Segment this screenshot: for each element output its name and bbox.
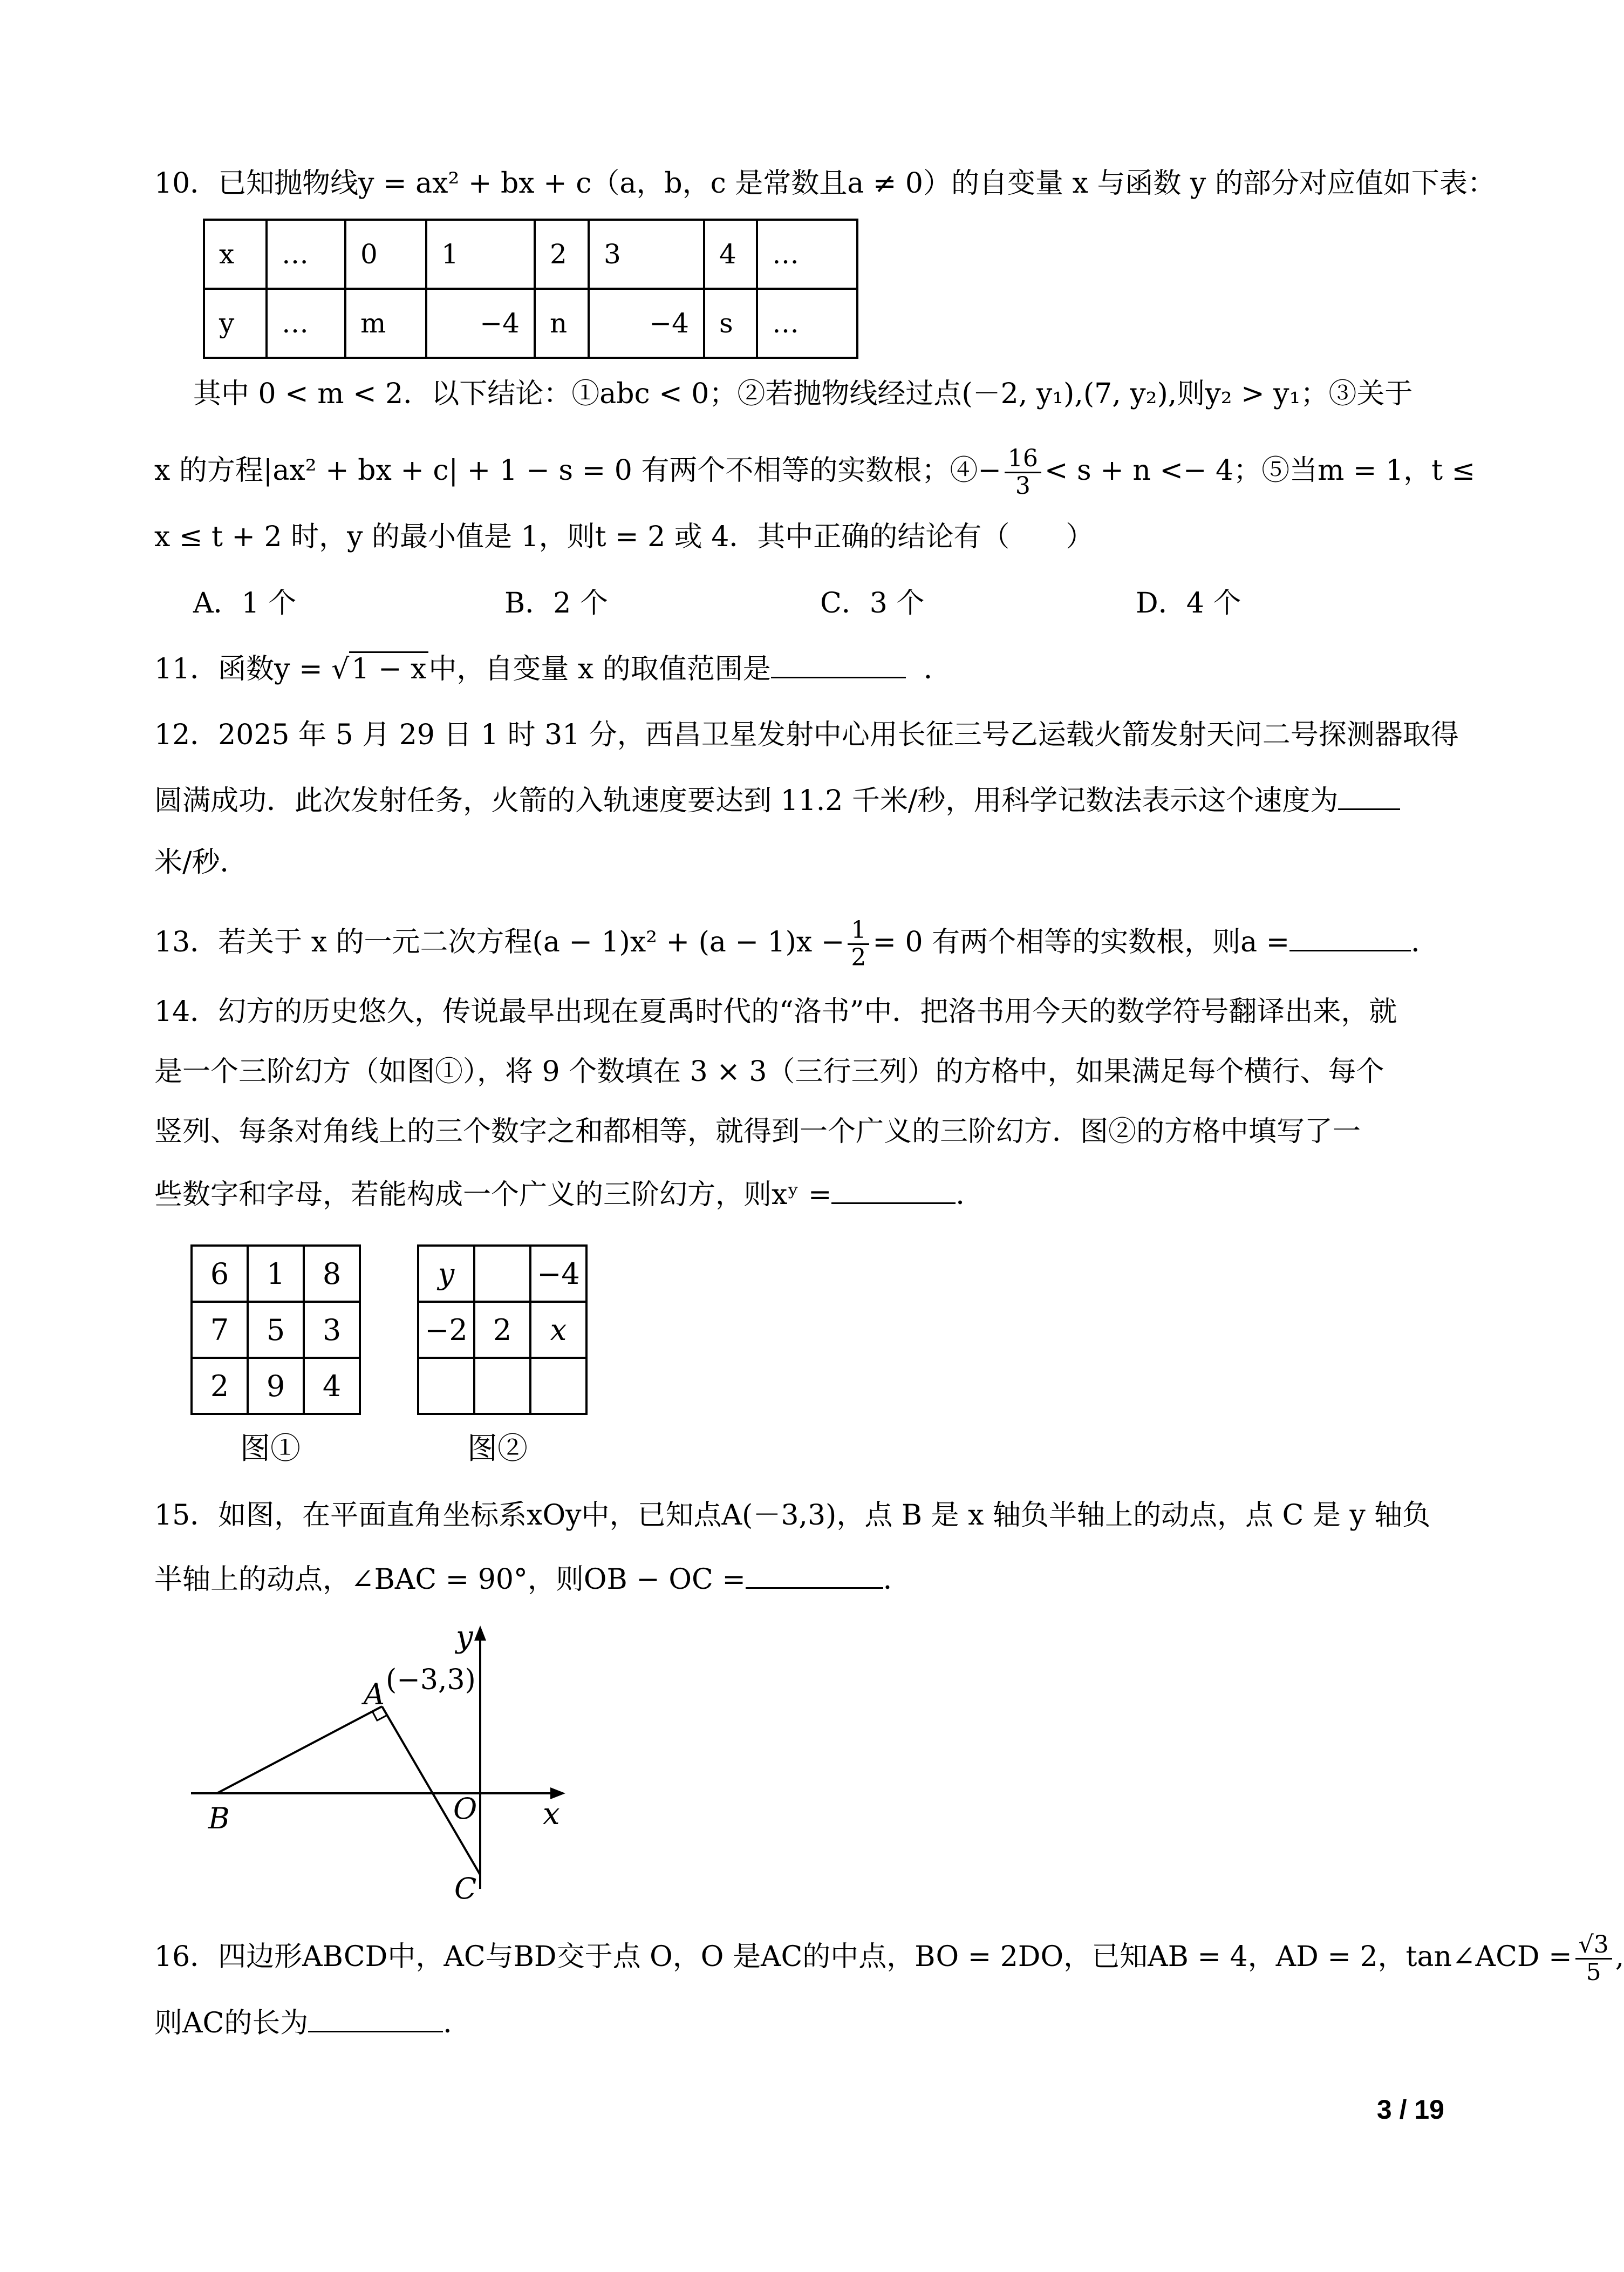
q14-stem-line4: 些数字和字母，若能构成一个广义的三阶幻方，则xʸ = ． [154, 1179, 984, 1211]
q16-stem-line1: 16．四边形ABCD中，AC与BD交于点 O，O 是AC的中点，BO = 2DO，已知AB = 4，AD = 2，tan∠ACD = $\frac{√3}{5}$ , [154, 1931, 1624, 1986]
y-axis-arrow [474, 1625, 486, 1641]
table-cell [474, 1246, 530, 1302]
table-cell: 5 [248, 1302, 304, 1358]
table-cell: x [530, 1302, 586, 1358]
table-cell: 2 [474, 1302, 530, 1358]
table-cell: y [418, 1246, 474, 1302]
q13-stem: 13．若关于 x 的一元二次方程(a − 1)x² + (a − 1)x − $\frac{1}{2}$ = 0 有两个相等的实数根，则a = ． [154, 916, 1439, 971]
fig2-caption: 图② [467, 1431, 528, 1466]
table-cell: 1 [426, 220, 535, 289]
magic-square-fig1 [190, 1244, 361, 1415]
table-row [418, 1246, 586, 1302]
table-cell: 4 [304, 1358, 360, 1414]
table-cell: … [757, 220, 857, 289]
fraction: $\frac{16}{3}$ [1005, 446, 1041, 499]
answer-blank [771, 653, 906, 678]
table-cell: −2 [418, 1302, 474, 1358]
table-cell: 3 [589, 220, 704, 289]
table-cell: 4 [704, 220, 757, 289]
table-cell: 8 [304, 1246, 360, 1302]
table-cell: n [535, 289, 589, 358]
q15-stem-line2: 半轴上的动点，∠BAC = 90°，则OB − OC = ． [154, 1563, 911, 1596]
q14-stem-line3: 竖列、每条对角线上的三个数字之和都相等，就得到一个广义的三阶幻方．图②的方格中填写了一 [154, 1115, 1361, 1148]
right-angle-mark [372, 1711, 386, 1720]
table-cell: … [757, 289, 857, 358]
table-row [418, 1302, 586, 1358]
label-x: x [543, 1797, 560, 1832]
page-number: 3 / 19 [1376, 2094, 1444, 2125]
q14-stem-line1: 14．幻方的历史悠久，传说最早出现在夏禹时代的“洛书”中．把洛书用今天的数学符号翻译出来，就 [154, 996, 1397, 1028]
label-a: A [364, 1677, 385, 1711]
q10-conditions: 其中 0 < m < 2．以下结论：①abc < 0；②若抛物线经过点(－2, y₁),(7, y₂),则y₂ > y₁；③关于 [193, 378, 1413, 410]
table-cell: 6 [192, 1246, 248, 1302]
answer-blank [308, 2007, 443, 2032]
table-cell: … [267, 289, 345, 358]
option-d: D．4 个 [1136, 587, 1241, 620]
table-cell: 9 [248, 1358, 304, 1414]
table-cell: s [704, 289, 757, 358]
q12-stem-line3: 米/秒． [154, 846, 248, 879]
table-cell: 2 [535, 220, 589, 289]
table-cell: 3 [304, 1302, 360, 1358]
table-cell: −4 [530, 1246, 586, 1302]
q12-stem-line1: 12．2025 年 5 月 29 日 1 时 31 分，西昌卫星发射中心用长征三号乙运载火箭发射天问二号探测器取得 [154, 719, 1459, 751]
table-cell: m [345, 289, 426, 358]
table-row [192, 1358, 360, 1414]
table-row [192, 1246, 360, 1302]
label-c: C [454, 1872, 477, 1906]
table-cell [474, 1358, 530, 1414]
label-o: O [453, 1792, 477, 1826]
q15-stem-line1: 15．如图，在平面直角坐标系xOy中，已知点A(－3,3)，点 B 是 x 轴负半轴上的动点，点 C 是 y 轴负 [154, 1499, 1431, 1532]
option-c: C．3 个 [820, 587, 925, 620]
table-cell: … [267, 220, 345, 289]
q10-value-table [203, 219, 858, 359]
table-cell: x [204, 220, 267, 289]
option-b: B．2 个 [504, 587, 608, 620]
segment-ac [382, 1706, 480, 1875]
table-cell: 1 [248, 1246, 304, 1302]
table-row [204, 220, 857, 289]
answer-blank [1289, 926, 1411, 951]
q14-stem-line2: 是一个三阶幻方（如图①），将 9 个数填在 3 × 3（三行三列）的方格中，如果满足每个横行、每个 [154, 1056, 1384, 1088]
option-a: A．1 个 [193, 587, 297, 620]
answer-blank [746, 1563, 883, 1589]
answer-blank [831, 1179, 956, 1204]
table-row [418, 1358, 586, 1414]
answer-blank [1338, 785, 1400, 810]
q10-conclusions-line: x 的方程|ax² + bx + c| + 1 − s = 0 有两个不相等的实数根；④− $\frac{16}{3}$ < s + n <− 4；⑤当m = 1，t ≤ [154, 445, 1476, 500]
table-row [204, 289, 857, 358]
q10-question-line: x ≤ t + 2 时，y 的最小值是 1，则t = 2 或 4．其中正确的结论有（ ） [154, 521, 1094, 553]
table-cell: −4 [426, 289, 535, 358]
fraction: $\frac{1}{2}$ [848, 917, 869, 971]
table-row [192, 1302, 360, 1358]
label-b: B [208, 1801, 230, 1835]
table-cell: −4 [589, 289, 704, 358]
q12-stem-line2: 圆满成功．此次发射任务，火箭的入轨速度要达到 11.2 千米/秒，用科学记数法表示这个速度为 [154, 785, 1400, 817]
q10-stem: 10．已知抛物线y = ax² + bx + c（a，b，c 是常数且a ≠ 0）的自变量 x 与函数 y 的部分对应值如下表： [154, 167, 1496, 200]
label-a-coord: (−3,3) [386, 1664, 476, 1696]
magic-square-fig2 [417, 1244, 588, 1415]
table-cell: y [204, 289, 267, 358]
table-cell: 7 [192, 1302, 248, 1358]
table-cell [530, 1358, 586, 1414]
q16-stem-line2: 则AC的长为 ． [154, 2007, 472, 2039]
table-cell: 0 [345, 220, 426, 289]
q11-stem: 11．函数y = √1 − x中，自变量 x 的取值范围是 ． [154, 653, 952, 685]
coordinate-figure [178, 1614, 588, 1905]
fraction: $\frac{√3}{5}$ [1575, 1932, 1612, 1985]
segment-ab [217, 1706, 382, 1793]
table-cell: 2 [192, 1358, 248, 1414]
table-cell [418, 1358, 474, 1414]
fig1-caption: 图① [240, 1431, 301, 1466]
label-y: y [456, 1620, 473, 1655]
